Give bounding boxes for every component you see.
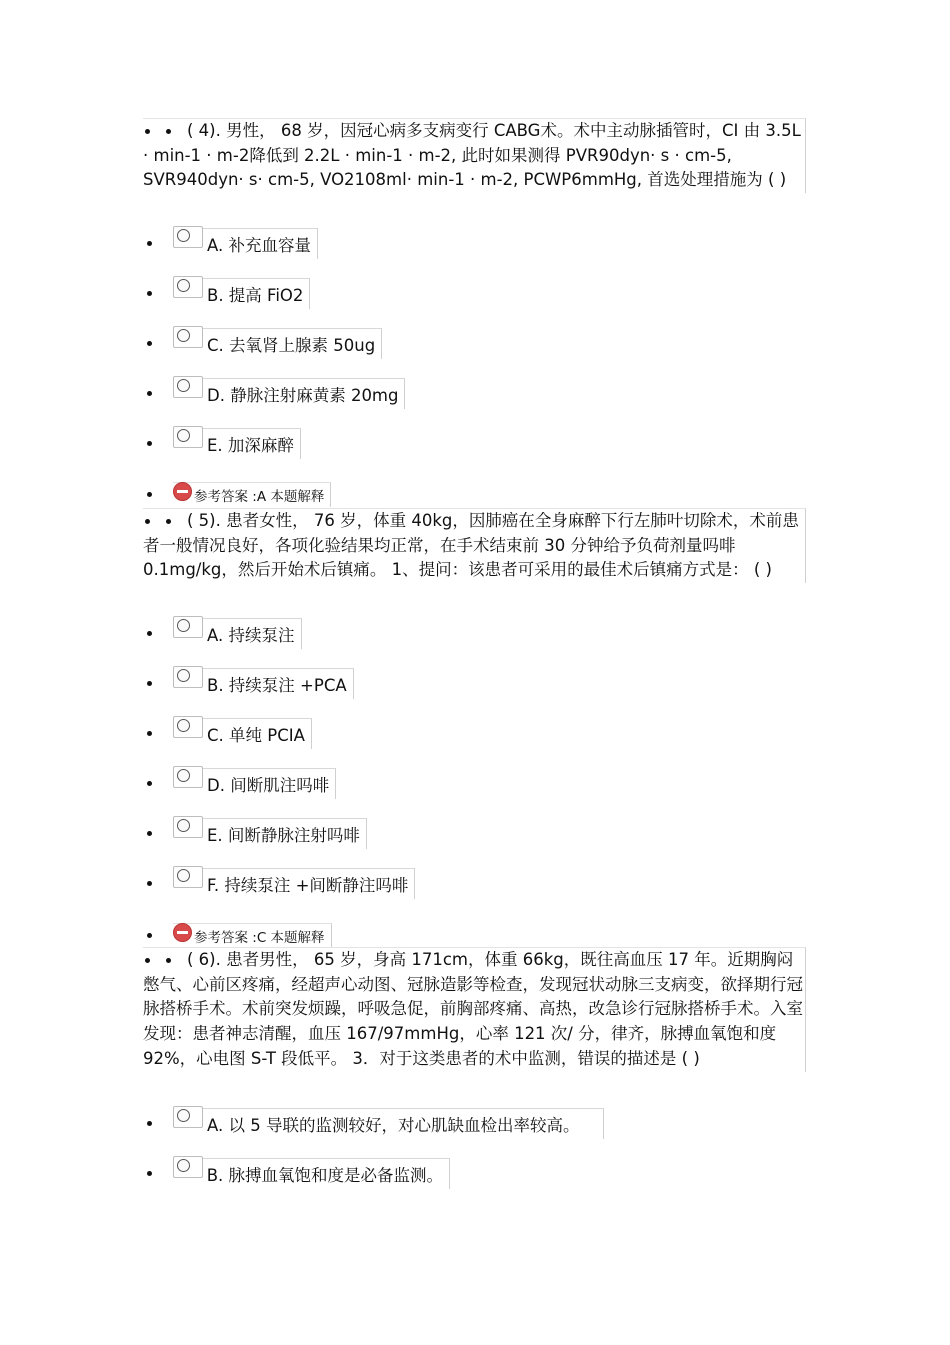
- answer-row[interactable]: [143, 923, 332, 947]
- option-label: B. 脉搏血氧饱和度是必备监测。: [206, 1165, 443, 1185]
- question-text: ( 6). 患者男性， 65 岁，身高 171cm，体重 66kg，既往高血压 17 年。近期胸闷憋气、心前区疼痛，经超声心动图、冠脉造影等检查，发现冠状动脉三支病变，欲择期行冠脉搭桥手术。术前突发烦躁，呼吸急促，前胸部疼痛、高热，改急诊行冠脉搭桥手术。入室发现：患者神志清醒，血压 167/97mmHg，心率 121 次/ 分，律齐，脉搏血氧饱和度 92%，心电图 S-T 段低平。 3．对于这类患者的术中监测，错误的描述是 ( ): [143, 950, 803, 1068]
- radio-icon[interactable]: [173, 766, 203, 788]
- minus-circle-icon[interactable]: [173, 923, 192, 942]
- radio-icon[interactable]: [173, 426, 203, 448]
- question-6: [143, 947, 806, 1072]
- option-label: B. 提高 FiO2: [207, 285, 304, 305]
- question-bullets: [145, 509, 187, 534]
- option-row[interactable]: [143, 1108, 604, 1138]
- bullet-icon: [147, 291, 152, 296]
- option-label: D. 间断肌注吗啡: [207, 775, 330, 795]
- answer-row[interactable]: [143, 482, 331, 506]
- option-row[interactable]: [143, 428, 301, 458]
- question-text: ( 4). 男性， 68 岁，因冠心病多支病变行 CABG术。术中主动脉插管时，CI 由 3.5L · min-1 · m-2降低到 2.2L · min-1 · m-2, 此时如果测得 PVR90dyn· s · cm-5, SVR940dyn· s· cm-5, VO2108ml· min-1 · m-2, PCWP6mmHg, 首选处理措施为 ( ): [143, 121, 801, 190]
- bullet-icon: [147, 341, 152, 346]
- option-label: C. 单纯 PCIA: [207, 725, 305, 745]
- question-bullets: [145, 948, 187, 973]
- bullet-icon: [147, 241, 152, 246]
- answer-text: 参考答案 :A 本题解释: [194, 488, 325, 505]
- option-row[interactable]: [143, 868, 415, 898]
- option-row[interactable]: [143, 278, 310, 308]
- question-4: [143, 118, 806, 193]
- option-label: A. 补充血容量: [207, 235, 311, 255]
- bullet-icon: [147, 831, 152, 836]
- option-label: C. 去氧肾上腺素 50ug: [207, 335, 376, 355]
- radio-icon[interactable]: [173, 716, 203, 738]
- bullet-icon: [147, 441, 152, 446]
- radio-icon[interactable]: [173, 226, 203, 248]
- radio-icon[interactable]: [173, 816, 203, 838]
- option-label: B. 持续泵注 +PCA: [207, 675, 347, 695]
- option-row[interactable]: [143, 818, 367, 848]
- option-label: A. 持续泵注: [207, 625, 295, 645]
- option-row[interactable]: [143, 718, 312, 748]
- bullet-icon: [147, 933, 152, 938]
- radio-icon[interactable]: [173, 666, 203, 688]
- option-label: E. 加深麻醉: [207, 435, 294, 455]
- radio-icon[interactable]: [173, 616, 203, 638]
- bullet-icon: [147, 1171, 152, 1176]
- option-row[interactable]: [143, 1158, 450, 1188]
- option-row[interactable]: [143, 618, 302, 648]
- bullet-icon: [147, 1121, 152, 1126]
- bullet-icon: [147, 681, 152, 686]
- bullet-icon: [147, 631, 152, 636]
- radio-icon[interactable]: [173, 1156, 203, 1178]
- bullet-icon: [147, 492, 152, 497]
- option-row[interactable]: [143, 768, 336, 798]
- radio-icon[interactable]: [173, 326, 203, 348]
- question-text: ( 5). 患者女性， 76 岁，体重 40kg，因肺癌在全身麻醉下行左肺叶切除术，术前患者一般情况良好，各项化验结果均正常，在手术结束前 30 分钟给予负荷剂量吗啡 0.1mg/kg，然后开始术后镇痛。 1、提问：该患者可采用的最佳术后镇痛方式是： ( ): [143, 511, 799, 580]
- option-label: F. 持续泵注 +间断静注吗啡: [207, 875, 409, 895]
- option-row[interactable]: [143, 328, 382, 358]
- radio-icon[interactable]: [173, 276, 203, 298]
- option-label: A. 以 5 导联的监测较好，对心肌缺血检出率较高。: [207, 1115, 580, 1135]
- bullet-icon: [147, 391, 152, 396]
- question-5: [143, 508, 806, 583]
- radio-icon[interactable]: [173, 376, 203, 398]
- option-row[interactable]: [143, 668, 354, 698]
- option-row[interactable]: [143, 378, 405, 408]
- bullet-icon: [147, 731, 152, 736]
- question-bullets: [145, 119, 187, 144]
- option-row[interactable]: [143, 228, 318, 258]
- bullet-icon: [147, 781, 152, 786]
- minus-circle-icon[interactable]: [173, 482, 192, 501]
- option-label: E. 间断静脉注射吗啡: [207, 825, 360, 845]
- radio-icon[interactable]: [173, 1106, 203, 1128]
- bullet-icon: [147, 881, 152, 886]
- option-label: D. 静脉注射麻黄素 20mg: [207, 385, 399, 405]
- answer-text: 参考答案 :C 本题解释: [194, 929, 325, 946]
- radio-icon[interactable]: [173, 866, 203, 888]
